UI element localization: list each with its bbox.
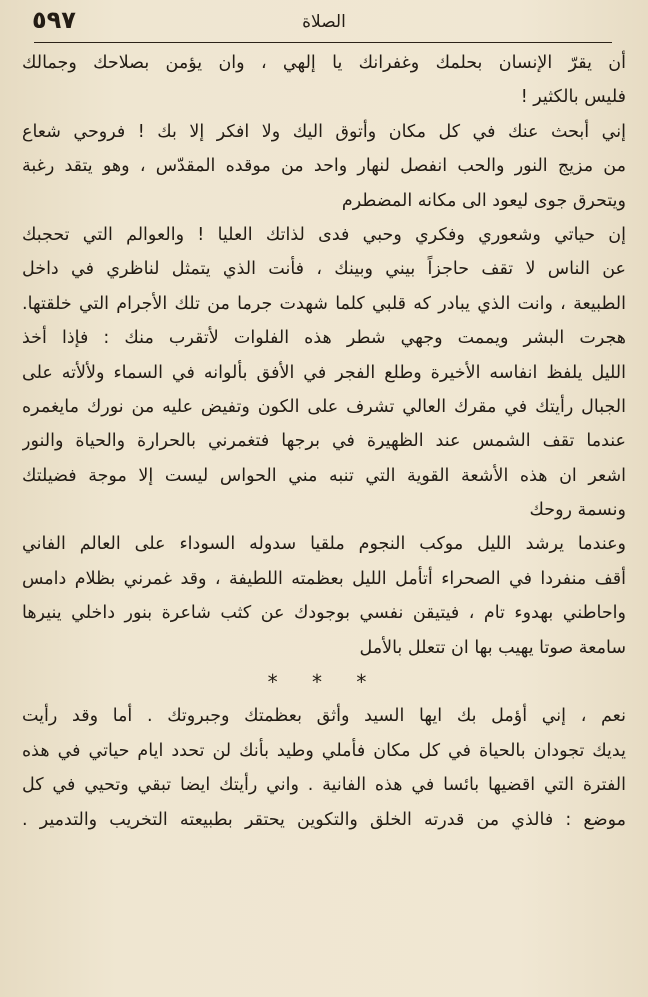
text-line: الليل يلفظ انفاسه الأخيرة وطلع الفجر في الأفق بألوانه في السماء ولألأته على (22, 362, 626, 383)
text-line: نعم ، إني أؤمل بك ايها السيد وأثق بعظمتك وجبروتك . أما وقد رأيت (22, 706, 626, 727)
text-line: فليس بالكثير ! (520, 87, 626, 108)
text-line: يديك تجودان بالحياة في كل مكان فأملي وطيد بأنك لن تحدد ايام حياتي في هذه (22, 740, 626, 761)
header-rule (34, 42, 612, 43)
text-line: ويتحرق جوى ليعود الى مكانه المضطرم (341, 190, 626, 211)
text-line: أن يقرّ الإنسان بحلمك وغفرانك يا إلهي ، وان يؤمن بصلاحك وجمالك (22, 53, 626, 73)
page-number: ٥٩٧ (32, 6, 76, 34)
text-line: هجرت البشر ويممت وجهي شطر هذه الفلوات لأتقرب منك : فإذا أخذ (22, 328, 626, 349)
page-header (24, 6, 624, 40)
running-title: الصلاة (302, 12, 346, 32)
text-line: إني أبحث عنك في كل مكان وأتوق اليك ولا افكر إلا بك ! فروحي شعاع (22, 121, 626, 142)
text-line: إن حياتي وشعوري وفكري وحبي فدى لذاتك العليا ! والعوالم التي تحجبك (22, 224, 626, 245)
text-line: وعندما يرشد الليل موكب النجوم ملقيا سدوله السوداء على العالم الفاني (22, 534, 626, 555)
text-line: الجبال رأيتك في مقرك العالي تشرف على الكون وتفيض عليه من نورك مايغمره (22, 396, 626, 417)
text-line: من مزيج النور والحب انفصل لنهار واحد من موقده المقدّس ، وهو يتقد رغبة (22, 156, 626, 177)
text-line: موضع : فالذي من قدرته الخلق والتكوين يحتقر بطبيعته التخريب والتدمير . (22, 809, 626, 830)
text-line: واحاطني بهدوء تام ، فيتيقن نفسي بوجودك عن كثب شاعرة بنور داخلي ينيرها (22, 603, 626, 624)
section-separator: * * * (267, 670, 381, 695)
page-body (22, 46, 626, 987)
text-line: الفترة التي اقضيها بائسا في هذه الفانية . واني رأيتك ايضا تبقي وتحيي في كل (22, 775, 626, 796)
text-line: أقف منفردا في الصحراء أتأمل الليل بعظمته اللطيفة ، وقد غمرني بظلام دامس (22, 568, 626, 589)
text-line: ونسمة روحك (529, 500, 626, 521)
text-line: عندما تقف الشمس عند الظهيرة في برجها فتغمرني بالحرارة والحياة والنور (22, 431, 626, 452)
text-line: عن الناس لا تقف حاجزاً بيني وبينك ، فأنت الذي يتمثل لناظري في داخل (22, 259, 626, 280)
text-line: الطبيعة ، وانت الذي يبادر كه قلبي كلما شهدت جرما من تلك الأجرام التي خلقتها. (22, 293, 626, 314)
text-line: اشعر ان هذه الأشعة القوية التي تنبه مني الحواس ليست إلا موجة فضيلتك (22, 465, 626, 486)
text-line: سامعة صوتا يهيب بها ان تتعلل بالأمل (359, 637, 626, 658)
